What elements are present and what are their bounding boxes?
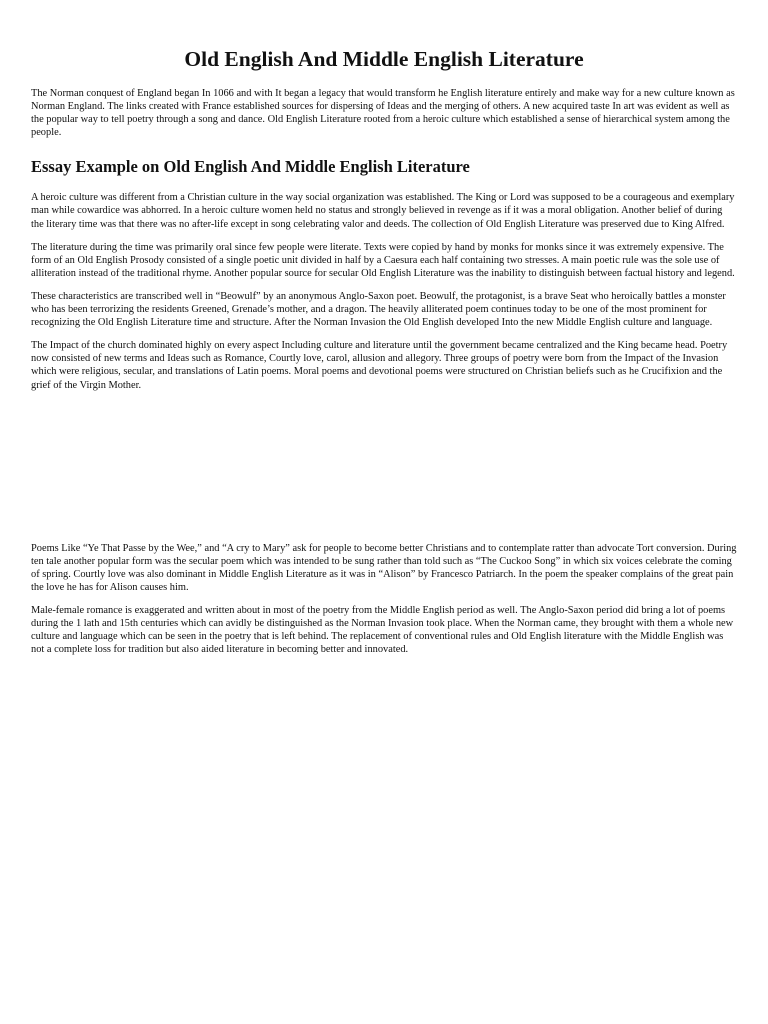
body-paragraph-4: The Impact of the church dominated highly on every aspect Including culture and literature until the government became centralized and the King became head. Poetry now consisted of new terms and Ideas such as Romance, Courtly love, carol, allusion and allegory. Three groups of poetry were born from the Impact of the Invasion which were religious, secular, and translations of Latin poems. Moral poems and devotional poems were structured on Christian beliefs such as he Crucifixion and the grief of the Virgin Mother.: [31, 340, 728, 391]
body-paragraph-5: Poems Like “Ye That Passe by the Wee,” and “A cry to Mary” ask for people to become better Christians and to contemplate ratter than advocate Tort conversion. During ten tale another popular form was the secular poem which was intended to be sung rather than told such as “The Cuckoo Song” in which six voices celebrate the coming of spring. Courtly love was also dominant in Middle English Literature as it was in “Alison” by Francesco Patriarch. In the poem the speaker complains of the great pain the love he has for Alison causes him.: [31, 542, 737, 593]
document-title: Old English And Middle English Literature: [184, 47, 584, 71]
essay-subheading: Essay Example on Old English And Middle English Literature: [31, 157, 470, 177]
body-paragraph-6: Male-female romance is exaggerated and written about in most of the poetry from the Middle English period as well. The Anglo-Saxon period did bring a lot of poems during the 1 lath and 15th centuries which can avidly be distinguished as the Norman Invasion took place. When the Norman came, they brought with them a whole new culture and language which can be seen in the poetry that is left behind. The replacement of conventional rules and Old English literature with the Middle English was not a complete loss for tradition but also aided literature in becoming better and innovated.: [31, 604, 734, 656]
body-paragraph-3: These characteristics are transcribed well in “Beowulf” by an anonymous Anglo-Saxon poet. Beowulf, the protagonist, is a brave Seat who heroically battles a monster who has been terrorizing the residents Greened, Grenade’s mother, and a dragon. The heavily alliterated poem continues today to be one of the most prominent for recognizing the Old English Literature time and structure. After the Norman Invasion the Old English developed Into the new Middle English culture and language.: [31, 290, 726, 329]
body-paragraph-1: A heroic culture was different from a Christian culture in the way social organization was established. The King or Lord was supposed to be a courageous and exemplary man while cowardice was abhorred. In a heroic culture women held no status and strongly believed in revenge as if it was a moral obligation. Another belief of during the literary time was that there was no after-life except in song celebrating valor and deeds. The collection of Old English Literature was preserved due to King Alfred.: [31, 192, 735, 230]
intro-paragraph: The Norman conquest of England began In 1066 and with It began a legacy that would transform he English literature entirely and make way for a new culture known as Norman England. The links created with France established sources for dispersing of Ideas and the merging of others. A new acquired taste In art was evident as well as the popular way to tell poetry through a song and dance. Old English Literature rooted from a heroic culture which established a sense of hierarchical system among the people.: [31, 88, 735, 139]
blank-space: [31, 392, 737, 542]
body-paragraph-2: The literature during the time was primarily oral since few people were literate. Texts were copied by hand by monks for monks since it was extremely expensive. The form of an Old English Prosody consisted of a single poetic unit divided in half by a Caesura each half containing two stresses. A main poetic rule was the sole use of alliteration instead of the traditional rhyme. Another popular source for secular Old English Literature was the inability to distinguish between factual history and legend.: [31, 241, 735, 279]
